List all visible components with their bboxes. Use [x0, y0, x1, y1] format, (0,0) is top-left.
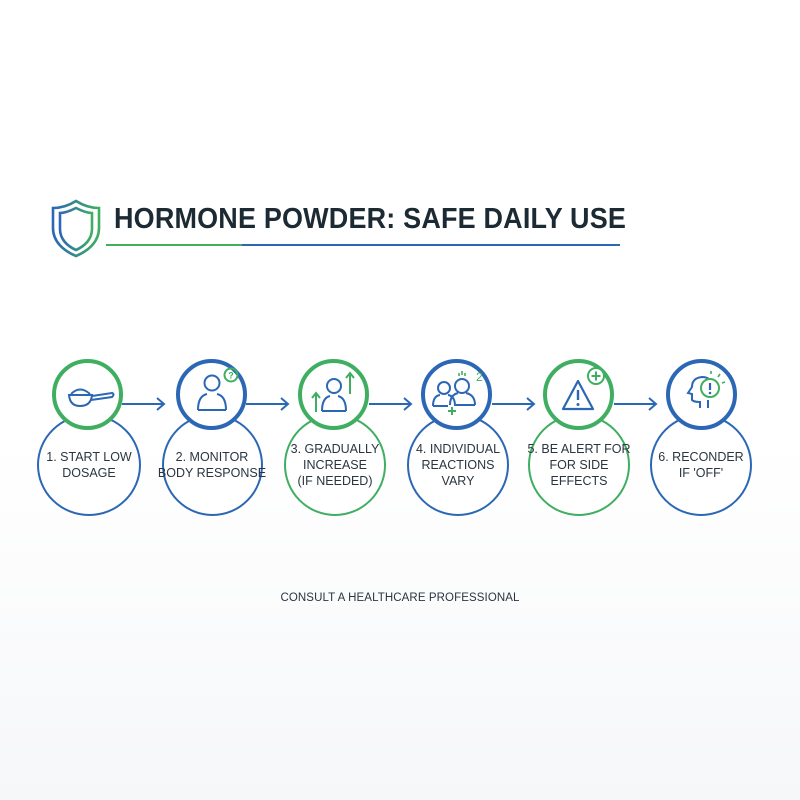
arrow-right-icon	[246, 394, 292, 414]
step-label-line: (IF NEEDED)	[297, 474, 373, 488]
footer-note: CONSULT A HEALTHCARE PROFESSIONAL	[280, 592, 520, 604]
step-label-line: 4. INDIVIDUAL	[415, 442, 501, 456]
step-label	[157, 449, 267, 481]
step-label-line: 5. BE ALERT FOR	[527, 442, 631, 456]
arrow-right-icon	[122, 394, 168, 414]
warning-plus-icon	[560, 366, 610, 416]
step-label	[646, 449, 756, 481]
head-alert-icon	[680, 366, 730, 416]
svg-text:?: ?	[228, 370, 234, 381]
step-label	[280, 441, 390, 489]
step-label-line: INCREASE	[303, 458, 367, 472]
step-label-line: IF 'OFF'	[678, 466, 724, 480]
step-label-line: 1. START LOW	[46, 450, 132, 464]
step-label-line: 3. GRADUALLY	[290, 442, 380, 456]
step-label	[524, 441, 634, 489]
title-underline-blue	[242, 244, 620, 246]
person-question-icon	[194, 366, 244, 416]
step-label-line: 6. RECONDER	[658, 450, 744, 464]
step-label	[34, 449, 144, 481]
step-label-line: BODY RESPONSE	[157, 466, 267, 480]
arrow-right-icon	[369, 394, 415, 414]
step-label-line: VARY	[441, 474, 475, 488]
step-label-line: EFFECTS	[550, 474, 608, 488]
shield-icon	[50, 198, 102, 258]
title-underline-green	[106, 244, 242, 246]
step-label	[403, 441, 513, 489]
page-title: HORMONE POWDER: SAFE DAILY USE	[114, 203, 627, 235]
arrow-right-icon	[492, 394, 538, 414]
step-label-line: REACTIONS	[421, 458, 495, 472]
measuring-scoop-icon	[66, 382, 116, 408]
step-label-line: DOSAGE	[62, 466, 116, 480]
people-variation-icon	[430, 366, 486, 416]
person-up-arrows-icon	[310, 370, 360, 416]
arrow-right-icon	[614, 394, 660, 414]
svg-text:2: 2	[476, 370, 483, 384]
step-label-line: FOR SIDE	[549, 458, 609, 472]
step-label-line: 2. MONITOR	[175, 450, 249, 464]
